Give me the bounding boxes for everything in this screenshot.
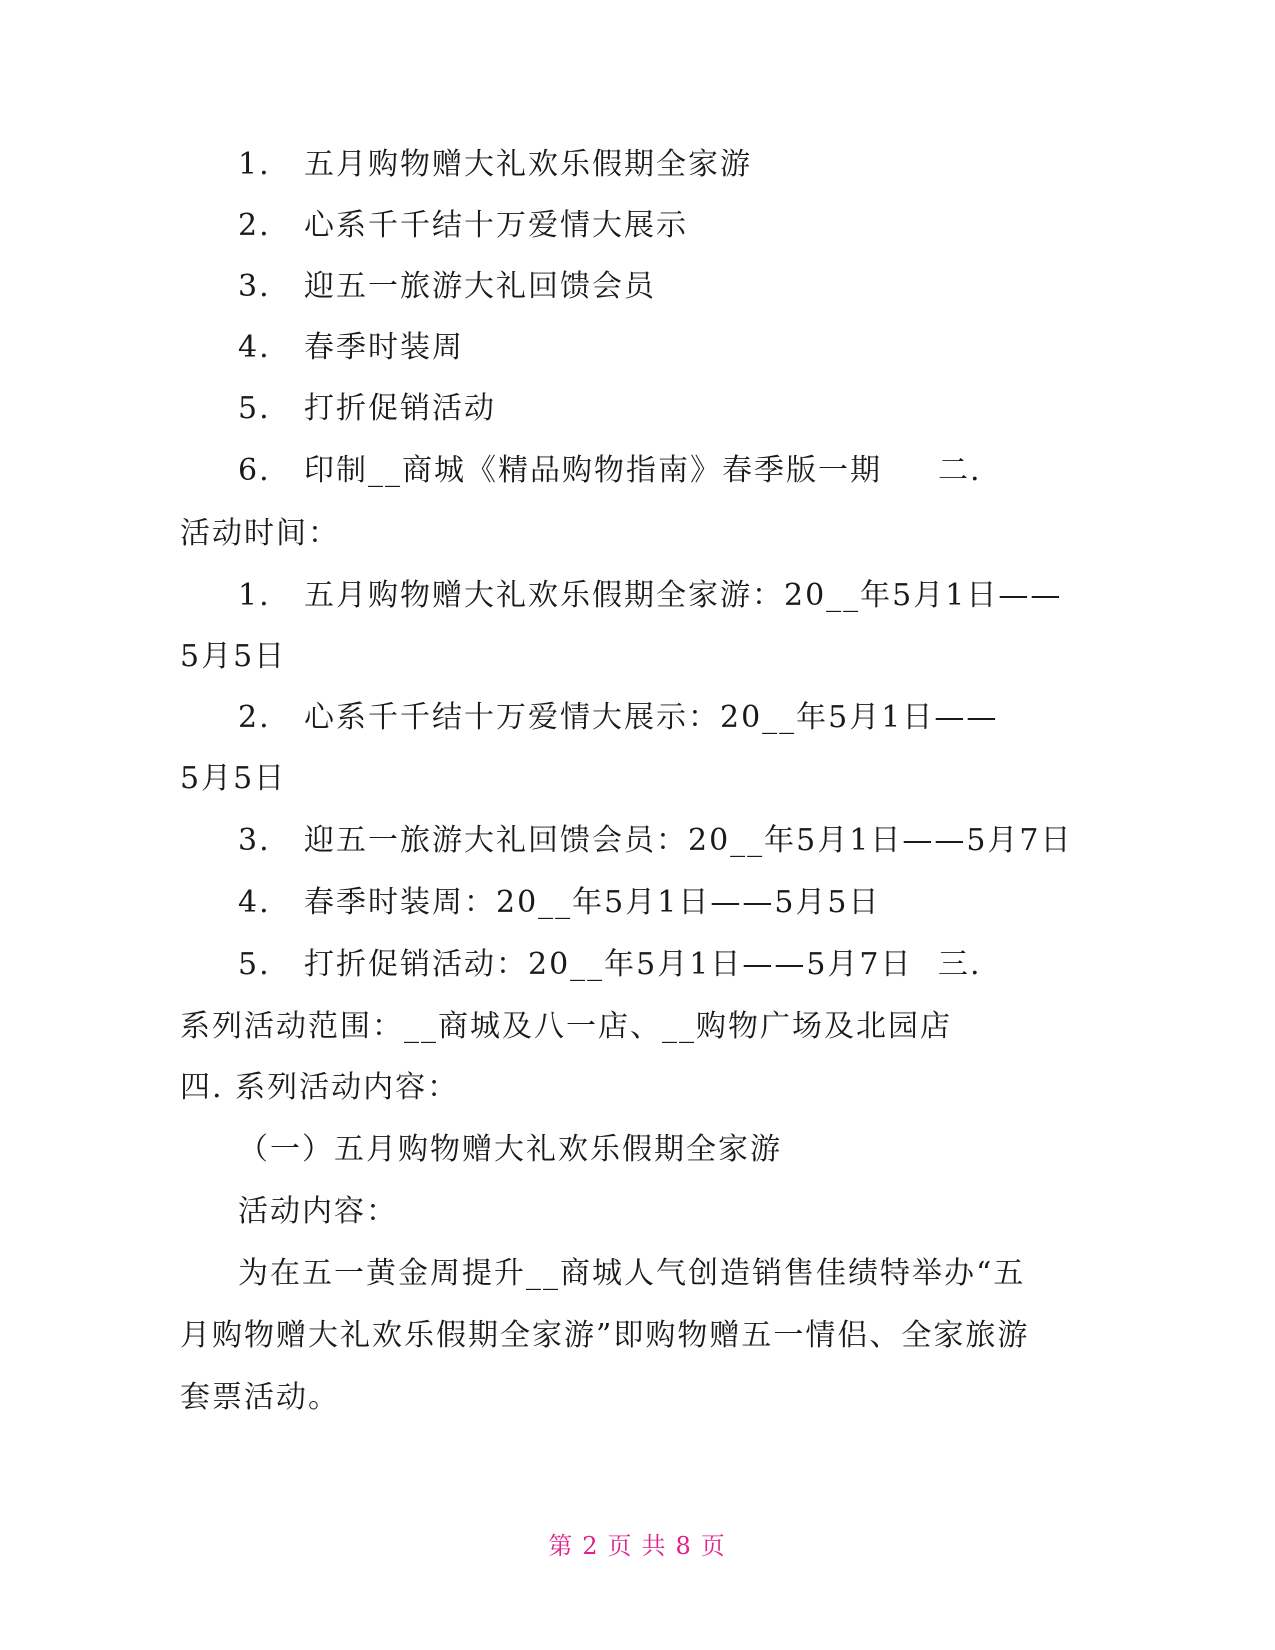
list1-item-6: 6. 印制__商城《精品购物指南》春季版一期 — [238, 453, 882, 488]
page-footer: 第 2 页 共 8 页 — [548, 1532, 727, 1560]
list2-item-3: 3. 迎五一旅游大礼回馈会员：20__年5月1日——5月7日 — [238, 823, 1073, 858]
section2-number: 二. — [938, 453, 982, 488]
list2-item-4: 4. 春季时装周：20__年5月1日——5月5日 — [238, 885, 881, 920]
section3-text: 系列活动范围：__商城及八一店、__购物广场及北园店 — [180, 1009, 952, 1044]
list2-item-2: 2. 心系千千结十万爱情大展示：20__年5月1日—— — [238, 700, 999, 735]
paragraph-line-2: 月购物赠大礼欢乐假期全家游”即购物赠五一情侣、全家旅游 — [180, 1318, 1030, 1353]
section4-heading: 四. 系列活动内容： — [180, 1070, 460, 1105]
section2-heading: 活动时间： — [180, 516, 340, 551]
list1-item-5: 5. 打折促销活动 — [238, 391, 496, 426]
list2-item-5: 5. 打折促销活动：20__年5月1日——5月7日 — [238, 947, 913, 982]
list1-item-1: 1. 五月购物赠大礼欢乐假期全家游 — [238, 147, 752, 182]
section3-number: 三. — [938, 947, 982, 982]
list1-item-2: 2. 心系千千结十万爱情大展示 — [238, 208, 688, 243]
list1-item-3: 3. 迎五一旅游大礼回馈会员 — [238, 269, 656, 304]
activity-content-label: 活动内容： — [238, 1194, 398, 1229]
paragraph-line-1: 为在五一黄金周提升__商城人气创造销售佳绩特举办“五 — [238, 1256, 1026, 1291]
total-page-count: 8 — [675, 1532, 693, 1560]
list1-item-4: 4. 春季时装周 — [238, 330, 464, 365]
list2-item-1: 1. 五月购物赠大礼欢乐假期全家游：20__年5月1日—— — [238, 578, 1063, 613]
list2-item-2-cont: 5月5日 — [180, 761, 287, 796]
current-page-number: 2 — [582, 1532, 600, 1560]
paragraph-line-3: 套票活动。 — [180, 1380, 340, 1415]
subsection1-heading: （一）五月购物赠大礼欢乐假期全家游 — [238, 1132, 782, 1167]
list2-item-1-cont: 5月5日 — [180, 639, 287, 674]
